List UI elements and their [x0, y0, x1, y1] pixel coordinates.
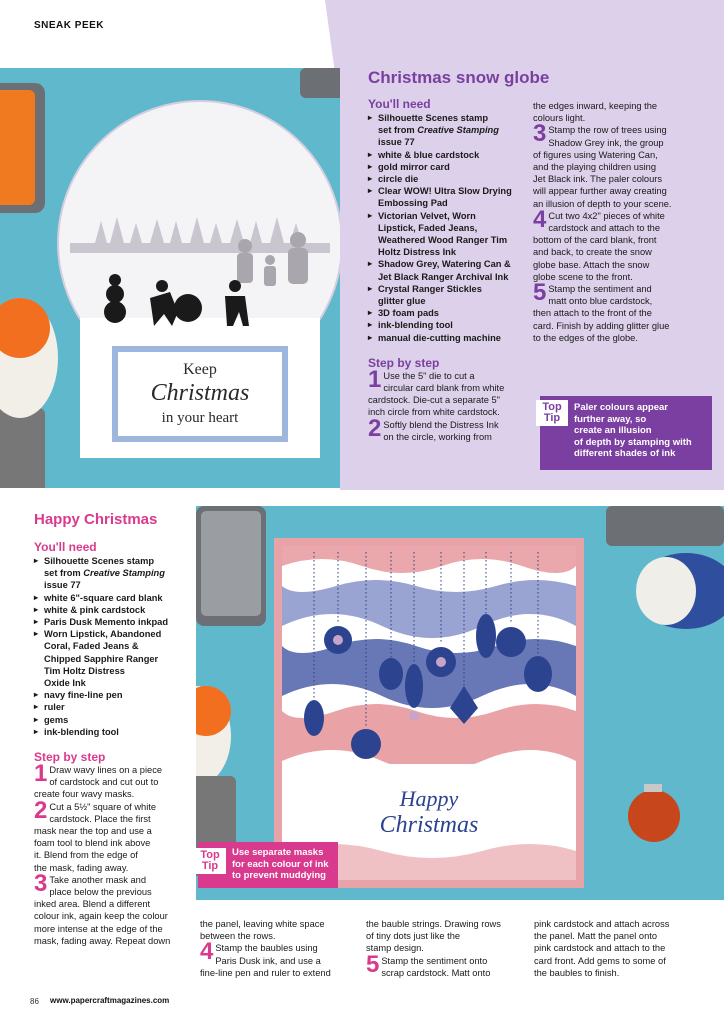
step-number: 3 [34, 869, 48, 897]
step-line: an illusion of depth to your scene. [533, 198, 672, 209]
step-5 [366, 950, 526, 979]
step-line: Paris Dusk ink, and use a [215, 955, 321, 966]
material-item [34, 628, 194, 689]
project2-steps-col3 [366, 918, 526, 979]
material-line: Coral, Faded Jeans & [44, 641, 139, 652]
text-line: the panel, leaving white space [200, 919, 325, 929]
step-line: fine-line pen and ruler to extend [200, 967, 331, 978]
tip-line: Paler colours appear [574, 402, 668, 413]
step-2 [34, 796, 194, 874]
step-line: it. Blend from the edge of [34, 850, 138, 861]
material-item [34, 616, 194, 628]
material-line: Worn Lipstick, Abandoned [44, 629, 162, 640]
step-line: globe scene to the front. [533, 271, 633, 282]
tip-line: Use separate masks [232, 847, 324, 858]
tip-line: of depth by stamping with [574, 436, 692, 448]
tip-line: for each colour of ink [232, 858, 329, 870]
material-line: white & blue cardstock [378, 149, 480, 160]
card2-sentiment-line1: Happy [399, 786, 459, 811]
section-label: SNEAK PEEK [34, 20, 105, 31]
material-line: navy fine-line pen [44, 690, 123, 701]
top-tip-badge-top: Top [542, 401, 562, 413]
project2-step-heading: Step by step [34, 750, 106, 765]
text-line: pink cardstock and attach across [534, 919, 670, 929]
project1-materials-column [368, 97, 528, 443]
material-text: set from [378, 125, 418, 136]
step-number: 4 [200, 938, 214, 966]
step-line: more intense at the edge of the [34, 923, 163, 934]
material-item [368, 210, 528, 259]
step-line: of cardstock and cut out to [49, 777, 159, 788]
project1-you-need-heading: You'll need [368, 97, 431, 111]
text-line: the bauble strings. Drawing rows [366, 919, 501, 929]
material-line: glitter glue [378, 296, 426, 307]
material-item [34, 689, 194, 701]
step-4 [200, 938, 358, 979]
step-number: 5 [533, 279, 547, 307]
material-line: Chipped Sapphire Ranger [44, 653, 159, 664]
material-line: manual die-cutting machine [378, 332, 501, 343]
project2-steps-col1 [34, 760, 194, 947]
step-line: cardstock. Die-cut a separate 5" [368, 395, 500, 406]
top-tip-badge [536, 400, 568, 426]
step-line: Stamp the row of trees using [548, 125, 667, 136]
step-number: 2 [34, 796, 48, 824]
step-line: the mask, fading away. [34, 862, 129, 873]
step-number: 4 [533, 205, 547, 233]
material-item [368, 307, 528, 319]
text-line: pink cardstock and attach to the [534, 943, 666, 954]
step-line: scrap cardstock. Matt onto [381, 967, 491, 978]
material-line: 3D foam pads [378, 308, 439, 319]
step-line: colour ink, again keep the colour [34, 911, 168, 922]
step-line: inch circle from white cardstock. [368, 407, 500, 418]
step-line: mask near the top and use a [34, 826, 152, 837]
step-line: globe base. Attach the snow [533, 259, 650, 270]
material-line: Jet Black Ranger Archival Ink [378, 271, 509, 282]
material-line: gems [44, 714, 69, 725]
step-2 [368, 414, 528, 443]
material-item [368, 283, 528, 307]
step-line: on the circle, working from [383, 431, 492, 442]
text-line: the edges inward, keeping the [533, 101, 658, 111]
step-line: inked area. Blend a different [34, 899, 151, 910]
card1-sentiment-line3: in your heart [161, 410, 239, 426]
card2-sentiment-line2: Christmas [379, 812, 479, 838]
step-line: circular card blank from white [383, 383, 505, 394]
material-item [34, 701, 194, 713]
snow-globe-card-photo [0, 68, 340, 488]
text-line: colours light. [533, 113, 586, 124]
step-line: cardstock. Place the first [49, 813, 151, 824]
happy-christmas-card-photo [196, 506, 724, 900]
step-number: 1 [368, 365, 382, 393]
material-line: Silhouette Scenes stamp [378, 113, 489, 123]
material-line: Weathered Wood Ranger Tim [378, 235, 508, 246]
step-line: place below the previous [49, 887, 152, 898]
project2-title: Happy Christmas [34, 511, 158, 528]
material-text: set from [44, 568, 84, 579]
step-line: and back, to create the snow [533, 247, 652, 258]
material-item [34, 592, 194, 604]
step-line: create four wavy masks. [34, 789, 135, 800]
top-tip-badge [194, 848, 226, 874]
step-line: Stamp the sentiment onto [381, 955, 488, 966]
material-line: Clear WOW! Ultra Slow Drying [378, 186, 512, 197]
material-item [368, 112, 528, 149]
step-line: card. Finish by adding glitter glue [533, 320, 670, 331]
material-item [368, 185, 528, 209]
project2-top-tip [198, 842, 338, 888]
material-line: Paris Dusk Memento inkpad [44, 617, 168, 628]
step-number: 3 [533, 120, 547, 148]
project1-step-heading: Step by step [368, 355, 440, 370]
project1-title: Christmas snow globe [368, 68, 550, 87]
step-number: 5 [366, 950, 380, 978]
step-line: cardstock and attach to the [548, 223, 660, 234]
step-line: Stamp the baubles using [215, 943, 318, 954]
step-number: 2 [368, 414, 382, 442]
material-line: Shadow Grey, Watering Can & [378, 259, 511, 270]
project2-materials-list [34, 555, 194, 738]
material-line: Crystal Ranger Stickles [378, 283, 482, 294]
material-line: ruler [44, 702, 65, 713]
step-line: Cut a 5½" square of white [49, 801, 157, 812]
material-item [368, 149, 528, 161]
material-line: Victorian Velvet, Worn [378, 210, 476, 221]
project1-top-tip [540, 396, 712, 470]
text-line: stamp design. [366, 943, 424, 954]
material-line [378, 124, 528, 136]
step-number: 1 [34, 760, 48, 788]
material-line: ink-blending tool [44, 726, 119, 737]
project1-steps-col1 [368, 365, 528, 443]
material-item [368, 332, 528, 344]
step-3 [34, 869, 194, 947]
material-item [368, 161, 528, 173]
text-line: between the rows. [200, 931, 276, 942]
step-5 [533, 279, 693, 344]
material-line: issue 77 [378, 137, 415, 148]
step-line: of figures using Watering Can, [533, 149, 658, 160]
project2-you-need-heading: You'll need [34, 540, 97, 554]
material-item [34, 604, 194, 616]
material-line: gold mirror card [378, 161, 450, 172]
step-line: foam tool to blend ink above [34, 838, 151, 849]
project2-steps-col4 [534, 918, 704, 979]
project1-steps-col2 [533, 100, 693, 344]
material-line: Embossing Pad [378, 198, 448, 209]
material-line: issue 77 [44, 580, 81, 591]
page-number: 86 [30, 997, 39, 1006]
top-tip-badge-top: Top [200, 849, 220, 861]
top-tip-badge-bottom: Tip [543, 412, 561, 424]
website-link[interactable]: www.papercraftmagazines.com [50, 996, 170, 1005]
step-line: Shadow Grey ink, the group [548, 137, 664, 148]
card1-sentiment-line1: Keep [183, 361, 217, 378]
step-line: then attach to the front of the [533, 308, 652, 319]
material-line: Holtz Distress Ink [378, 247, 457, 258]
text-line: card front. Add gems to some of [534, 955, 666, 966]
step-3 [533, 120, 693, 209]
step-line: and the playing children using [533, 162, 657, 173]
step-line: Softly blend the Distress Ink [383, 419, 499, 430]
tip-line: create an illusion [574, 425, 652, 436]
tip-line: different shades of ink [574, 448, 676, 459]
material-item [34, 726, 194, 738]
material-line: white & pink cardstock [44, 604, 146, 615]
step-line: Use the 5" die to cut a [383, 370, 475, 381]
text-line: the baubles to finish. [534, 967, 620, 978]
top-tip-text [232, 847, 336, 882]
step-1 [34, 760, 194, 801]
top-tip-text [574, 402, 710, 460]
step-4 [533, 205, 693, 283]
step-line: bottom of the card blank, front [533, 235, 657, 246]
material-item [34, 555, 194, 592]
step-line: matt onto blue cardstock, [548, 296, 653, 307]
project2-steps-col2 [200, 918, 358, 979]
step-line: mask, fading away. Repeat down [34, 935, 171, 946]
magazine-title: Creative Stamping [417, 125, 499, 136]
material-line: ink-blending tool [378, 320, 453, 331]
step-line: to the edges of the globe. [533, 332, 638, 343]
material-item [368, 173, 528, 185]
material-line [44, 567, 194, 579]
tip-line: further away, so [574, 413, 647, 425]
tip-line: to prevent muddying [232, 870, 326, 881]
step-line: Take another mask and [49, 874, 147, 885]
project2-materials-column [34, 540, 194, 947]
step-line: Jet Black ink. The paler colours [533, 174, 663, 185]
step-line: Cut two 4x2" pieces of white [548, 210, 665, 221]
material-line: Oxide Ink [44, 678, 86, 689]
step-line: will appear further away creating [533, 186, 667, 197]
step-line: Stamp the sentiment and [548, 284, 652, 295]
material-item [34, 714, 194, 726]
material-line: circle die [378, 174, 419, 185]
material-line: Tim Holtz Distress [44, 665, 125, 676]
material-item [368, 319, 528, 331]
material-line: white 6"-square card blank [44, 592, 163, 603]
material-line: Silhouette Scenes stamp [44, 556, 155, 566]
material-line: Lipstick, Faded Jeans, [378, 222, 478, 233]
project1-materials-list [368, 112, 528, 344]
top-tip-badge-bottom: Tip [201, 860, 219, 872]
step-line: Draw wavy lines on a piece [49, 765, 163, 776]
card1-sentiment-line2: Christmas [150, 380, 250, 406]
magazine-title: Creative Stamping [83, 568, 165, 579]
material-item [368, 258, 528, 282]
text-line: of tiny dots just like the [366, 931, 461, 942]
text-line: the panel. Matt the panel onto [534, 931, 658, 942]
step-1 [368, 365, 528, 419]
